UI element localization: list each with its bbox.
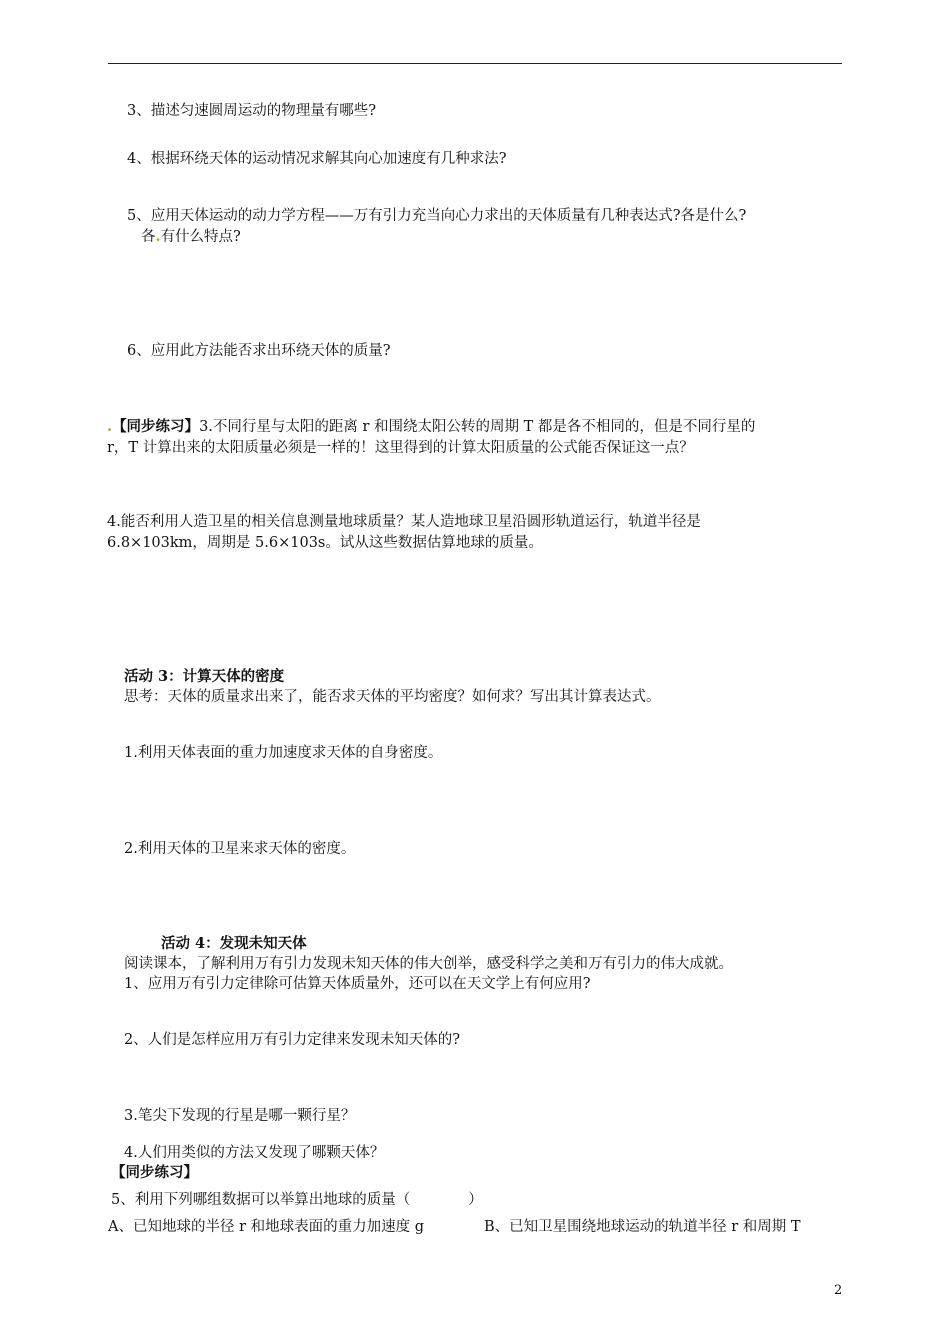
question-satellite-line2: 6.8×103km，周期是 5.6×103s。试从这些数据估算地球的质量。 — [107, 535, 543, 551]
question-5-line2-b: 有什么特点? — [160, 229, 241, 245]
mark-dot: . — [107, 418, 113, 435]
question-3: 3、描述匀速圆周运动的物理量有哪些? — [127, 103, 376, 119]
sync-exercise-3-line1 — [107, 418, 755, 436]
activity-3-title: 活动 3：计算天体的密度 — [124, 668, 285, 685]
activity-3-think: 思考：天体的质量求出来了，能否求天体的平均密度？如何求？写出其计算表达式。 — [124, 689, 661, 705]
activity-3-question-2: 2.利用天体的卫星来求天体的密度。 — [124, 841, 356, 857]
sync-exercise-label-2: 【同步练习】 — [111, 1164, 198, 1181]
activity-4-question-3: 3.笔尖下发现的行星是哪一颗行星？ — [124, 1108, 356, 1124]
activity-4-question-4: 4.人们用类似的方法又发现了哪颗天体？ — [124, 1145, 385, 1161]
question-6: 6、应用此方法能否求出环绕天体的质量? — [127, 343, 391, 359]
multiple-choice-5-option-a: A、已知地球的半径 r 和地球表面的重力加速度 g — [108, 1219, 425, 1235]
sync-exercise-label: 【同步练习】 — [112, 418, 200, 435]
question-5-line2 — [141, 228, 241, 246]
activity-4-question-2: 2、人们是怎样应用万有引力定律来发现未知天体的? — [124, 1032, 460, 1048]
mark-dot: . — [155, 228, 161, 245]
activity-4-title: 活动 4：发现未知天体 — [161, 935, 307, 952]
header-rule — [108, 63, 842, 64]
activity-4-read: 阅读课本，了解利用万有引力发现未知天体的伟大创举，感受科学之美和万有引力的伟大成就。 — [124, 956, 733, 972]
question-5-line1: 5、应用天体运动的动力学方程——万有引力充当向心力求出的天体质量有几种表达式?各是什么? — [127, 208, 747, 224]
sync-exercise-3-text: 3.不同行星与太阳的距离 r 和围绕太阳公转的周期 T 都是各不相同的，但是不同行星的 — [199, 419, 756, 435]
sync-exercise-3-line2: r，T 计算出来的太阳质量必须是一样的！这里得到的计算太阳质量的公式能否保证这一点？ — [107, 440, 694, 456]
question-5-line2-a: 各 — [141, 229, 156, 245]
multiple-choice-5-option-b: B、已知卫星围绕地球运动的轨道半径 r 和周期 T — [484, 1219, 801, 1235]
activity-4-question-1: 1、应用万有引力定律除可估算天体质量外，还可以在天文学上有何应用? — [124, 976, 591, 992]
multiple-choice-5-stem: 5、利用下列哪组数据可以举算出地球的质量（ ） — [111, 1192, 483, 1208]
question-4: 4、根据环绕天体的运动情况求解其向心加速度有几种求法? — [127, 151, 507, 167]
activity-3-question-1: 1.利用天体表面的重力加速度求天体的自身密度。 — [124, 745, 443, 761]
page-number: 2 — [834, 1283, 843, 1298]
question-satellite-line1: 4.能否利用人造卫星的相关信息测量地球质量？某人造地球卫星沿圆形轨道运行，轨道半径是 — [107, 514, 701, 530]
